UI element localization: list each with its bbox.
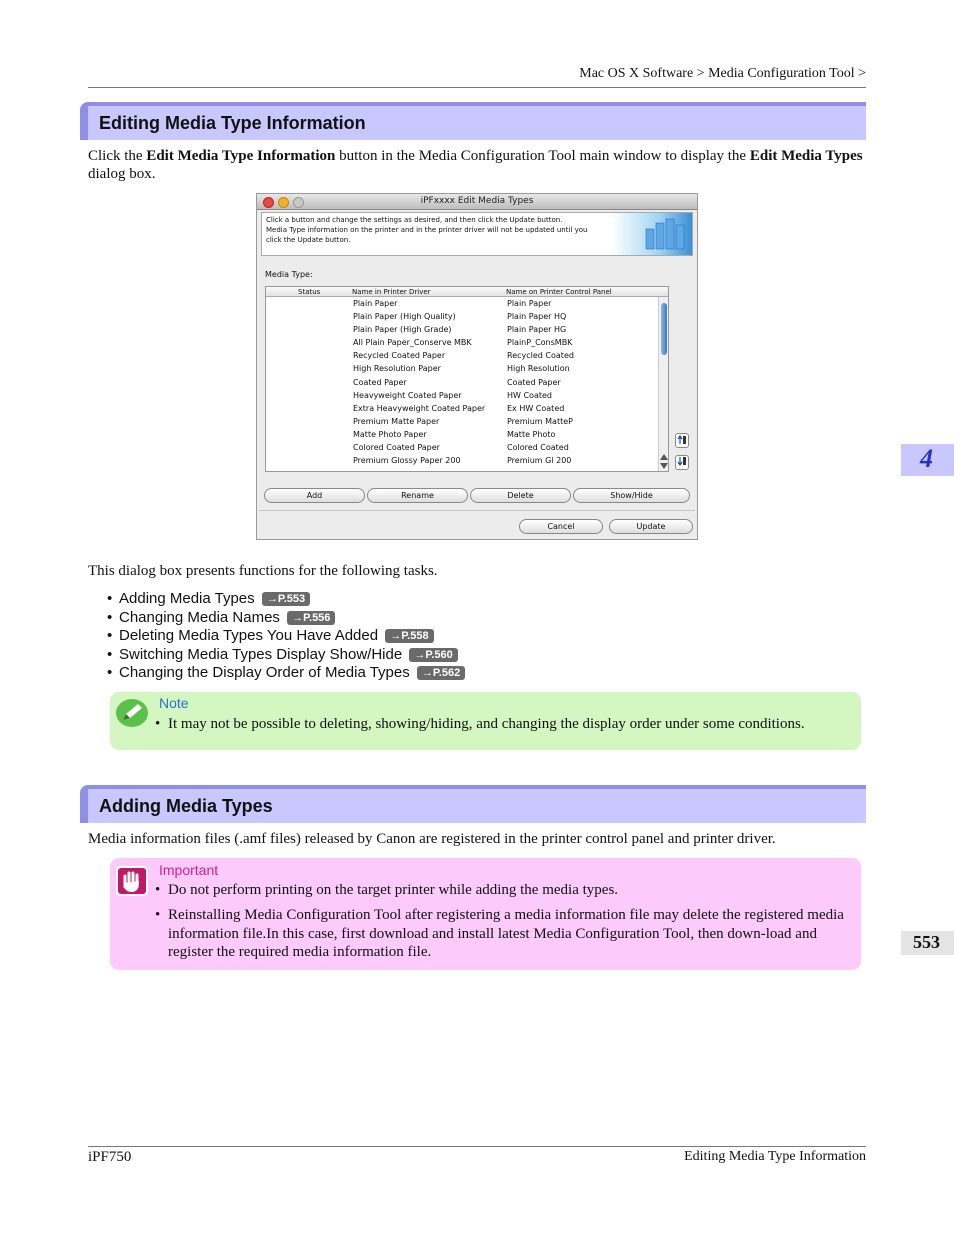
important-title: Important (159, 862, 219, 878)
list-item: • Changing Media Names →P.556 (107, 609, 465, 628)
page-reference-link[interactable]: →P.553 (262, 592, 310, 606)
tasks-intro: This dialog box presents functions for the following tasks. (88, 563, 438, 579)
table-row[interactable]: Colored Coated Paper Colored Coated (353, 443, 569, 453)
media-type-label: Media Type: (265, 270, 313, 279)
table-row[interactable]: All Plain Paper_Conserve MBK PlainP_ConsMBK (353, 338, 573, 348)
column-header-driver-name[interactable]: Name in Printer Driver (352, 288, 431, 296)
table-row[interactable]: Heavyweight Coated Paper HW Coated (353, 390, 552, 400)
dialog-divider (259, 510, 695, 511)
move-down-button[interactable] (675, 455, 689, 470)
important-box (110, 858, 861, 970)
breadcrumb: Mac OS X Software > Media Configuration Tool > (579, 66, 866, 81)
vertical-scrollbar[interactable] (658, 297, 668, 472)
edit-media-types-dialog (256, 193, 698, 540)
page-reference-link[interactable]: →P.562 (417, 666, 465, 680)
important-item: • Do not perform printing on the target printer while adding the media types. (155, 882, 619, 898)
column-header-panel-name[interactable]: Name on Printer Control Panel (506, 288, 612, 296)
list-item: • Deleting Media Types You Have Added →P.558 (107, 627, 465, 646)
instruction-line: click the Update button. (266, 236, 351, 244)
bold-term: Edit Media Types (749, 148, 863, 164)
dialog-instructions-panel (261, 212, 693, 256)
update-button[interactable]: Update (609, 519, 693, 534)
move-up-button[interactable] (675, 433, 689, 448)
table-row[interactable]: Plain Paper (High Grade) Plain Paper HG (353, 325, 567, 335)
section-title: Adding Media Types (99, 796, 273, 816)
footer-model: iPF750 (88, 1149, 132, 1165)
section-heading-adding (80, 785, 866, 823)
table-row[interactable]: Plain Paper (High Quality) Plain Paper HQ (353, 312, 567, 322)
instruction-line: Media Type information on the printer and in the printer driver will not be updated until you (266, 226, 588, 234)
media-stack-illustration-icon (612, 213, 692, 255)
note-box (110, 692, 861, 750)
important-item: • Reinstalling Media Configuration Tool after registering a media information file may delete the registered media information file.In this case, first download and install latest Media Configuration Tool, then down-load and register the required media information file. (155, 907, 844, 960)
dialog-titlebar (257, 194, 697, 210)
dialog-title: iPFxxxx Edit Media Types (420, 196, 534, 206)
page-number-tab: 553 (901, 931, 954, 955)
footer-section: Editing Media Type Information (684, 1149, 866, 1164)
scroll-down-arrow-icon[interactable] (660, 463, 668, 469)
table-header (266, 287, 668, 297)
chapter-tab[interactable]: 4 (901, 444, 954, 476)
hand-stop-icon (115, 865, 149, 897)
list-item: • Adding Media Types →P.553 (107, 590, 465, 609)
add-button[interactable]: Add (264, 488, 365, 503)
section-heading-editing (80, 102, 866, 140)
table-row[interactable]: Plain Paper Plain Paper (353, 299, 552, 308)
table-row[interactable]: Premium Glossy Paper 200 Premium Gl 200 (353, 456, 572, 466)
table-row[interactable]: Coated Paper Coated Paper (353, 377, 561, 387)
delete-button[interactable]: Delete (470, 488, 571, 503)
footer-rule (88, 1146, 866, 1147)
page-reference-link[interactable]: →P.560 (409, 648, 457, 662)
rename-button[interactable]: Rename (367, 488, 468, 503)
section1-intro: Click the Edit Media Type Information button in the Media Configuration Tool main window to display the Edit Media Types dialog box. (88, 148, 863, 182)
column-header-status[interactable]: Status (298, 288, 321, 296)
note-title: Note (159, 695, 189, 711)
page-reference-link[interactable]: →P.556 (287, 611, 335, 625)
list-item: • Switching Media Types Display Show/Hide →P.560 (107, 646, 465, 665)
task-list (107, 590, 465, 683)
scrollbar-thumb[interactable] (661, 303, 667, 355)
table-row[interactable]: Premium Matte Paper Premium MatteP (353, 416, 573, 426)
scroll-up-arrow-icon[interactable] (660, 454, 668, 460)
cancel-button[interactable]: Cancel (519, 519, 603, 534)
show-hide-button[interactable]: Show/Hide (573, 488, 690, 503)
table-rows (266, 298, 662, 468)
pencil-note-icon (115, 698, 149, 728)
table-row[interactable]: Extra Heavyweight Coated Paper Ex HW Coated (353, 403, 565, 413)
move-down-icon (677, 456, 687, 467)
note-item: • It may not be possible to deleting, showing/hiding, and changing the display order under some conditions. (155, 716, 805, 732)
header-rule (88, 87, 866, 88)
section2-intro: Media information files (.amf files) released by Canon are registered in the printer control panel and printer driver. (88, 831, 776, 847)
table-row[interactable]: Matte Photo Paper Matte Photo (353, 429, 556, 439)
instruction-line: Click a button and change the settings as desired, and then click the Update button. (266, 216, 563, 224)
section-title: Editing Media Type Information (99, 113, 366, 133)
bold-term: Edit Media Type Information (146, 148, 336, 164)
page-reference-link[interactable]: →P.558 (385, 629, 433, 643)
move-up-icon (677, 434, 687, 445)
table-row[interactable]: Recycled Coated Paper Recycled Coated (353, 351, 574, 361)
media-type-table (265, 286, 669, 472)
list-item: • Changing the Display Order of Media Types →P.562 (107, 664, 465, 683)
table-row[interactable]: High Resolution Paper High Resolution (353, 364, 570, 374)
